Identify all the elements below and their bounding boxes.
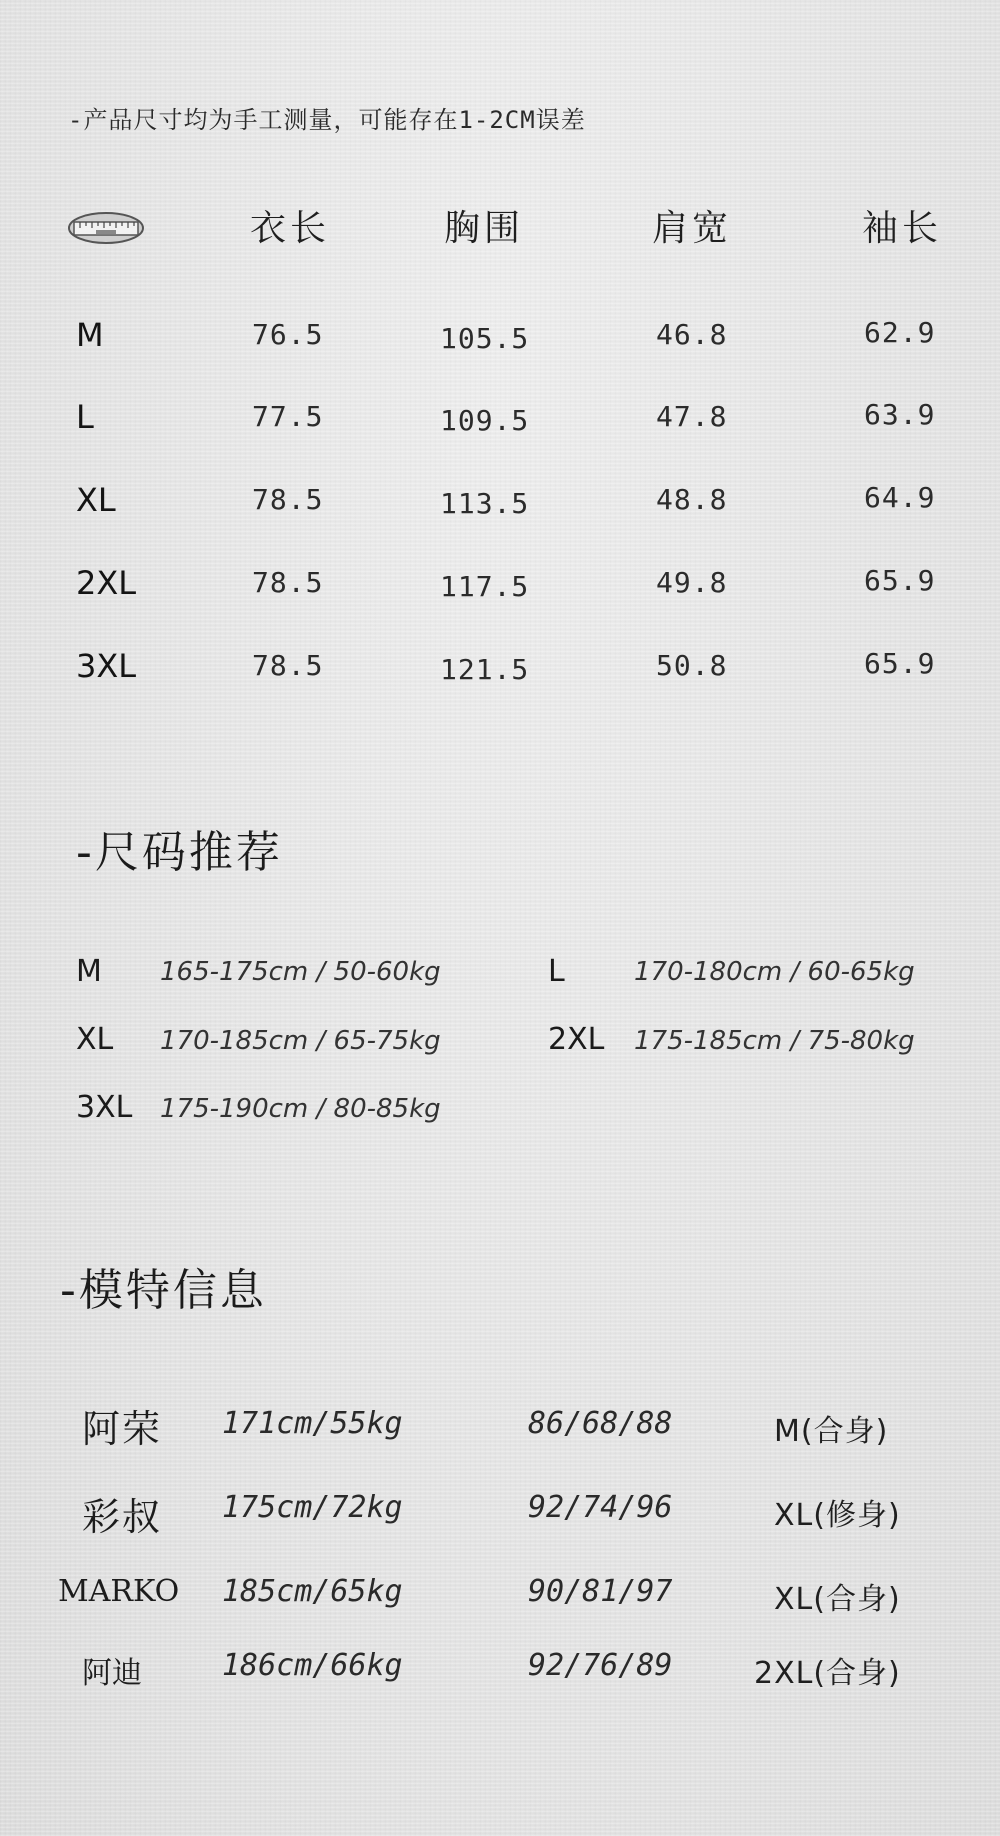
rec-size-3xl: 3XL [76,1090,133,1125]
model-measure-arong: 86/68/88 [528,1406,673,1441]
model-body-marko: 185cm/65kg [222,1574,403,1609]
cell-xl-shoulder: 48.8 [656,483,728,516]
model-measure-caishu: 92/74/96 [528,1490,673,1525]
rec-size-l: L [548,954,565,989]
model-fit-caishu: XL(修身) [774,1498,901,1533]
cell-xl-length: 78.5 [252,483,324,516]
models-title: -模特信息 [60,1265,267,1316]
cell-3xl-length: 78.5 [252,649,324,682]
model-name-caishu: 彩叔 [82,1495,163,1539]
rec-range-l: 170-180cm / 60-65kg [634,957,915,987]
measurement-note: -产品尺寸均为手工测量，可能存在1-2CM误差 [68,106,586,134]
model-fit-arong: M(合身) [774,1414,889,1449]
rec-size-m: M [76,954,102,989]
rec-range-2xl: 175-185cm / 75-80kg [634,1026,915,1056]
cell-l-chest: 109.5 [440,404,530,437]
model-measure-adi: 92/76/89 [528,1648,673,1683]
measuring-tape-icon [66,206,146,250]
cell-m-chest: 105.5 [440,322,530,355]
cell-xl-sleeve: 64.9 [864,481,936,514]
cell-l-sleeve: 63.9 [864,398,936,431]
size-label-2xl: 2XL [76,564,137,602]
model-fit-marko: XL(合身) [774,1582,901,1617]
header-sleeve: 袖长 [862,208,943,249]
model-fit-adi: 2XL(合身) [754,1656,901,1691]
cell-m-shoulder: 46.8 [656,318,728,351]
size-label-m: M [76,316,104,354]
model-name-marko: MARKO [58,1574,180,1609]
model-body-caishu: 175cm/72kg [222,1490,403,1525]
rec-size-xl: XL [76,1022,114,1057]
cell-l-length: 77.5 [252,400,324,433]
rec-range-3xl: 175-190cm / 80-85kg [160,1094,441,1124]
header-shoulder: 肩宽 [652,208,733,249]
header-chest: 胸围 [444,208,525,249]
size-label-3xl: 3XL [76,647,137,685]
cell-3xl-sleeve: 65.9 [864,647,936,680]
rec-range-m: 165-175cm / 50-60kg [160,957,441,987]
cell-xl-chest: 113.5 [440,487,530,520]
header-length: 衣长 [250,208,331,249]
model-name-adi: 阿迪 [82,1656,142,1691]
model-measure-marko: 90/81/97 [528,1574,673,1609]
cell-3xl-shoulder: 50.8 [656,649,728,682]
cell-2xl-shoulder: 49.8 [656,566,728,599]
size-label-xl: XL [76,481,116,519]
rec-range-xl: 170-185cm / 65-75kg [160,1026,441,1056]
cell-m-length: 76.5 [252,318,324,351]
model-body-adi: 186cm/66kg [222,1648,403,1683]
cell-2xl-sleeve: 65.9 [864,564,936,597]
model-name-arong: 阿荣 [82,1407,163,1451]
size-label-l: L [76,398,94,436]
cell-l-shoulder: 47.8 [656,400,728,433]
model-body-arong: 171cm/55kg [222,1406,403,1441]
cell-2xl-length: 78.5 [252,566,324,599]
rec-size-2xl: 2XL [548,1022,605,1057]
cell-3xl-chest: 121.5 [440,653,530,686]
cell-2xl-chest: 117.5 [440,570,530,603]
recommendation-title: -尺码推荐 [76,827,283,878]
cell-m-sleeve: 62.9 [864,316,936,349]
